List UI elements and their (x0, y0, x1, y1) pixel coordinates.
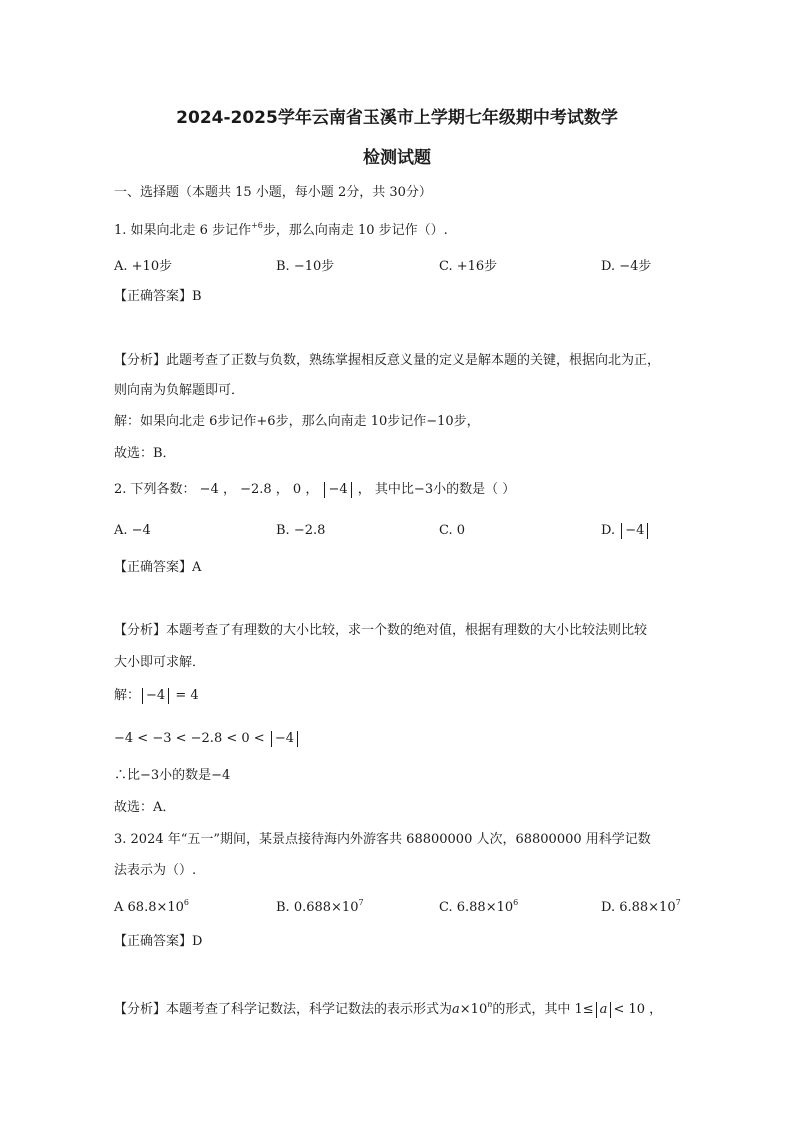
q2-solve-prefix: 解： (114, 688, 141, 703)
q2-chain-abs: −4 (271, 731, 298, 747)
q1-option-b: B. −10步 (276, 259, 335, 274)
q2-therefore: ∴比−3小的数是−4 (114, 768, 231, 783)
document-title-line2: 检测试题 (363, 148, 431, 168)
section-heading: 一、选择题（本题共 15 小题，每小题 2分，共 30分） (114, 185, 432, 200)
q3-option-c (439, 898, 518, 918)
document-title-line1: 2024-2025学年云南省玉溪市上学期七年级期中考试数学 (176, 108, 618, 128)
q2-stem-before: 2. 下列各数： −4 ， −2.8 ， 0 ， (114, 482, 319, 497)
q1-option-a: A. +10步 (114, 259, 173, 274)
q1-choose: 故选：B． (114, 446, 176, 461)
q2-analysis-line1: 【分析】本题考查了有理数的大小比较，求一个数的绝对值，根据有理数的大小比较法则比较 (114, 623, 648, 638)
q1-solution: 解：如果向北走 6步记作+6步，那么向南走 10步记作−10步， (114, 414, 480, 429)
q3-option-b (276, 898, 364, 918)
question-2-stem (114, 480, 515, 500)
q3-analysis-mid: 的形式，其中 1≤ (492, 1002, 594, 1017)
q2-stem-after: ， 其中比−3小的数是（ ） (357, 482, 516, 497)
q2-chain: −4 < −3 < −2.8 < 0 < (114, 731, 265, 746)
q3-analysis-times10: ×10 (459, 1002, 488, 1017)
q3-analysis-line1 (114, 1000, 662, 1020)
q2-solve-abs: −4 (142, 688, 169, 704)
q1-stem-value: +6 (251, 221, 263, 230)
q2-option-d-abs: −4 (621, 523, 648, 539)
q2-choose: 故选：A． (114, 800, 176, 815)
q2-option-d (601, 521, 650, 541)
q3-analysis-before: 【分析】本题考查了科学记数法，科学记数法的表示形式为 (114, 1002, 453, 1017)
q3-option-a (114, 898, 189, 918)
q1-option-c: C. +16步 (439, 259, 498, 274)
q3-option-d-base: D. 6.88×10 (601, 900, 676, 915)
q3-option-c-exp: 6 (513, 898, 519, 907)
q3-analysis-abs-a: a (596, 1002, 612, 1018)
q2-analysis-line2: 大小即可求解． (114, 655, 206, 670)
q2-option-d-prefix: D. (601, 523, 616, 538)
q2-solve-suffix: = 4 (171, 688, 199, 703)
q3-analysis-end: < 10 ， (613, 1002, 663, 1017)
q3-analysis-a: a (452, 1002, 460, 1017)
q2-answer: 【正确答案】A (114, 560, 202, 575)
q2-option-b: B. −2.8 (276, 523, 326, 538)
q2-option-c: C. 0 (439, 523, 466, 538)
q3-option-c-base: C. 6.88×10 (439, 900, 514, 915)
q3-option-b-exp: 7 (358, 898, 364, 907)
q1-answer: 【正确答案】B (114, 289, 202, 304)
q3-option-d (601, 898, 681, 918)
q1-stem-after: 步，那么向南走 10 步记作（）. (262, 223, 448, 238)
q3-answer: 【正确答案】D (114, 934, 203, 949)
question-3-stem-line2: 法表示为（）. (114, 863, 197, 878)
q1-option-d: D. −4步 (601, 259, 652, 274)
q3-option-d-exp: 7 (675, 898, 681, 907)
q2-option-a: A. −4 (114, 523, 151, 538)
q3-option-a-base: A 68.8×10 (114, 900, 184, 915)
q1-stem-before: 1. 如果向北走 6 步记作 (114, 223, 252, 238)
q1-analysis-line1: 【分析】此题考查了正数与负数，熟练掌握相反意义量的定义是解本题的关键，根据向北为正， (114, 353, 661, 368)
q3-analysis-n: n (487, 1000, 493, 1009)
q3-option-a-exp: 6 (183, 898, 189, 907)
q2-abs-value: −4 (324, 482, 351, 498)
question-1-stem (114, 221, 448, 241)
q2-solution (114, 686, 199, 706)
q2-inequality-chain (114, 729, 300, 749)
q3-option-b-base: B. 0.688×10 (276, 900, 359, 915)
question-3-stem-line1: 3. 2024 年“五一”期间，某景点接待海内外游客共 68800000 人次，68800000 用科学记数 (114, 832, 651, 847)
q1-analysis-line2: 则向南为负解题即可． (114, 383, 245, 398)
